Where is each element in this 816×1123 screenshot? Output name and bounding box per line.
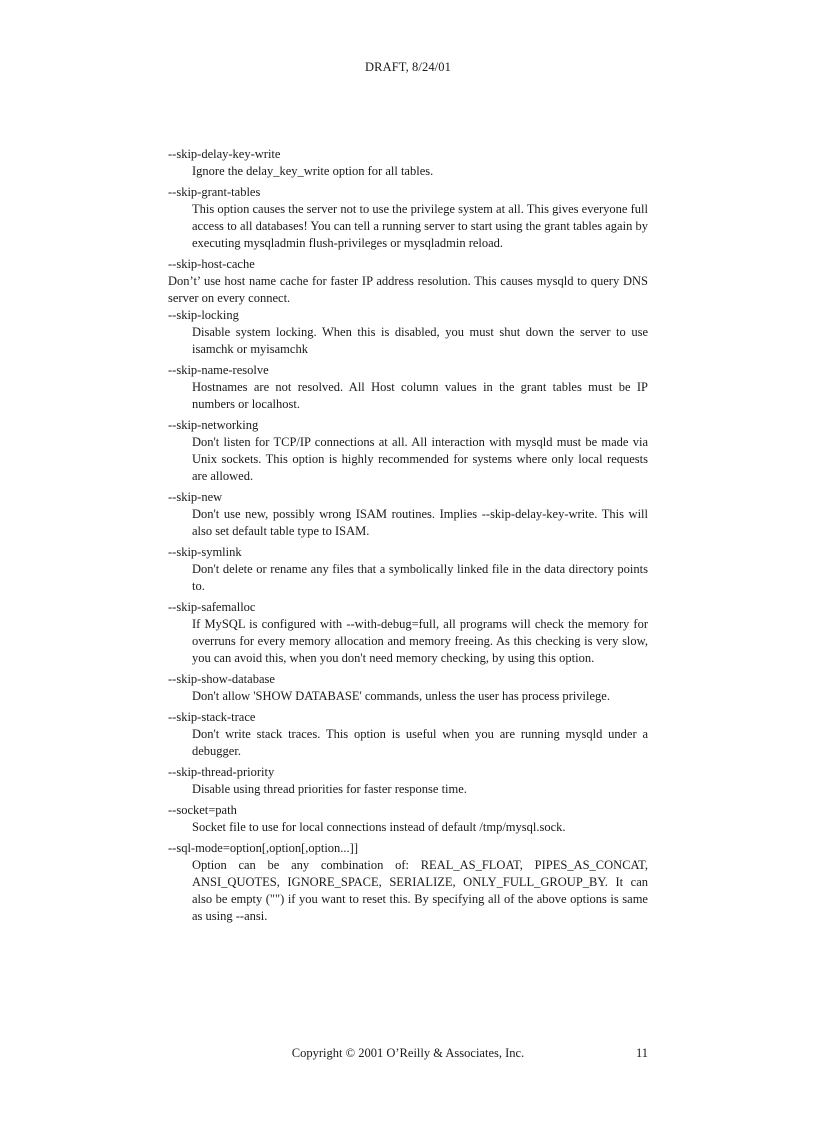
option-description: Don't listen for TCP/IP connections at all. All interaction with mysqld must be made via Unix sockets. This option is highly recommended for systems where only local requests are allowed. [192,435,648,483]
option-entry-skip-new [168,489,648,540]
option-description: Don't allow 'SHOW DATABASE' commands, unless the user has process privilege. [192,689,610,703]
option-entry-skip-host-cache [168,256,648,307]
option-term: --skip-new [168,490,223,504]
option-entry-socket [168,802,648,836]
option-description: Disable system locking. When this is disabled, you must shut down the server to use isamchk or myisamchk [192,325,648,356]
option-description: Don't write stack traces. This option is useful when you are running mysqld under a debugger. [192,727,648,758]
option-term: --skip-delay-key-write [168,147,281,161]
option-term: --skip-locking [168,308,239,322]
option-term: --skip-show-database [168,672,275,686]
option-term: --skip-host-cache [168,257,255,271]
option-description: If MySQL is configured with --with-debug=full, all programs will check the memory for overruns for every memory allocation and memory freeing. As this checking is very slow, you can avoid this, when you don't need memory checking, by using this option. [192,617,648,665]
option-description: This option causes the server not to use the privilege system at all. This gives everyone full access to all databases! You can tell a running server to start using the grant tables again by executing mysqladmin flush-privileges or mysqladmin reload. [192,202,648,250]
option-description: Don’t’ use host name cache for faster IP address resolution. This causes mysqld to query DNS server on every connect. [168,274,648,305]
option-term: --sql-mode=option[,option[,option...]] [168,841,359,855]
option-entry-sql-mode [168,840,648,925]
option-entry-skip-grant-tables [168,184,648,252]
option-entry-skip-show-database [168,671,648,705]
option-term: --skip-stack-trace [168,710,256,724]
option-term: --skip-networking [168,418,259,432]
option-description: Hostnames are not resolved. All Host column values in the grant tables must be IP numbers or localhost. [192,380,648,411]
option-entry-skip-safemalloc [168,599,648,667]
option-term: --skip-safemalloc [168,600,256,614]
option-term: --skip-thread-priority [168,765,275,779]
option-description: Don't delete or rename any files that a symbolically linked file in the data directory points to. [192,562,648,593]
page-header: DRAFT, 8/24/01 [365,60,451,74]
option-description: Ignore the delay_key_write option for all tables. [192,164,434,178]
option-entry-skip-stack-trace [168,709,648,760]
option-entry-skip-delay-key-write [168,146,648,180]
page-number: 11 [636,1046,649,1060]
option-term: --skip-symlink [168,545,242,559]
option-description: Don't use new, possibly wrong ISAM routines. Implies --skip-delay-key-write. This will also set default table type to ISAM. [192,507,648,538]
option-list [168,146,648,929]
option-entry-skip-locking [168,307,648,358]
option-term: --skip-grant-tables [168,185,261,199]
option-description: Option can be any combination of: REAL_AS_FLOAT, PIPES_AS_CONCAT, ANSI_QUOTES, IGNORE_SPACE, SERIALIZE, ONLY_FULL_GROUP_BY. It can also be empty ("") if you want to reset this. By specifying all of the above options is same as using --ansi. [192,858,648,923]
option-term: --skip-name-resolve [168,363,269,377]
copyright-notice: Copyright © 2001 O’Reilly & Associates, Inc. [291,1046,525,1060]
option-entry-skip-name-resolve [168,362,648,413]
option-term: --socket=path [168,803,237,817]
option-entry-skip-networking [168,417,648,485]
option-entry-skip-thread-priority [168,764,648,798]
option-entry-skip-symlink [168,544,648,595]
option-description: Disable using thread priorities for faster response time. [192,782,467,796]
option-description: Socket file to use for local connections instead of default /tmp/mysql.sock. [192,820,566,834]
